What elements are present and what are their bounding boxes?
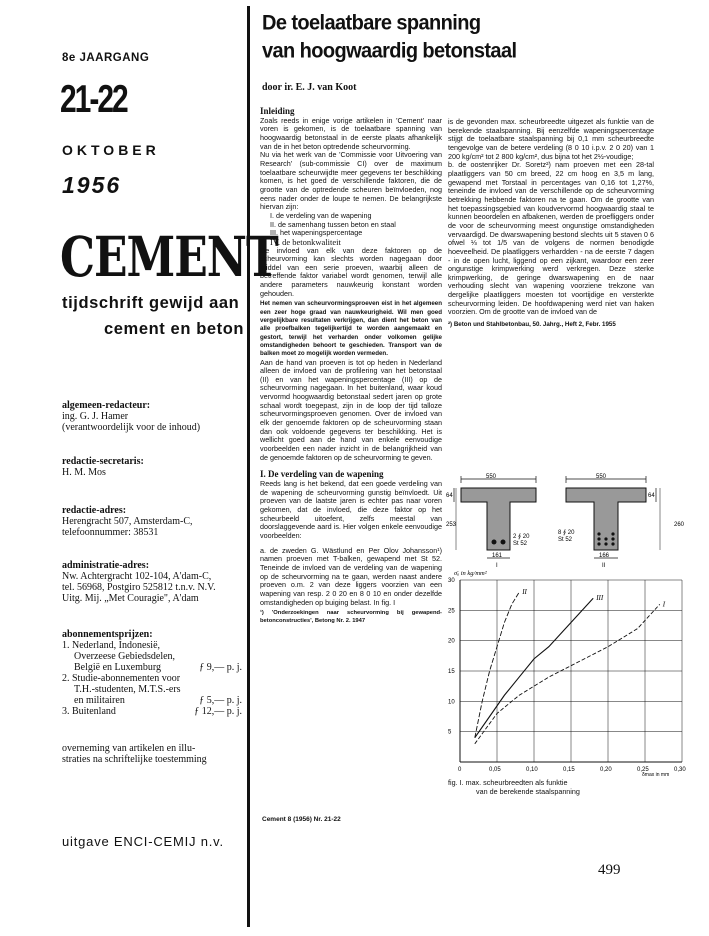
editor-note: (verantwoordelijk voor de inhoud) bbox=[62, 422, 201, 433]
crack-width-chart bbox=[446, 566, 694, 776]
admin-address-line3: Uitg. Mij. „Met Couragie", A'dam bbox=[62, 593, 199, 604]
col2-paragraph-2: b. de oostenrijker Dr. Soretz²) nam proeven met een 28-tal plaatliggers van 50 cm breed, 22 cm hoog en 3,5 m lang, gewapend met Torstaal in percentages van 0,16 tot 1,27%, teneinde de invloed van de verschillende op de scheurvorming betrekking hebbende faktoren na te gaan. Om de grootte van het toepassingsgebied van koudvervormd hoogwaardig staal te kunnen beoordelen en afbakenen, werden de proefliggers onder de voor de scheurvorming meest ongunstige omstandigheden vervaardigd. De dwarswapening bestond slechts uit 5 staven 0 6 ofwel ⅓ tot 1/5 van de volgens de normen benodigde hoeveelheid. De plaatliggers verhardden - na de eerste 7 dagen - in de open lucht, liggend op een zijkant, waardoor een zeer ongunstige krimpwerking werd verkregen. Deze sterke krimpwerking, de geringe dwarswapening en de naar verhouding slecht van wapening voorziene trekzone van dergelijke plaatliggers moesten tot voortijdige en versterkte scheurvorming leiden. De hoofdwapening werd niet van haken voorzien. Om de grootte van de invloed van de bbox=[448, 160, 654, 317]
subscription-3-price: ƒ 12,— p. j. bbox=[194, 706, 242, 717]
bars-left-1: 2 ∮ 20 bbox=[513, 534, 530, 540]
volume-label: 8e JAARGANG bbox=[62, 52, 150, 64]
issue-month: OKTOBER bbox=[62, 142, 160, 158]
factor-list-1: I. de verdeling van de wapening bbox=[270, 210, 372, 220]
article-column-2 bbox=[448, 118, 654, 329]
editor-name: ing. G. J. Hamer bbox=[62, 411, 129, 422]
top-width-left: 550 bbox=[486, 474, 497, 480]
col1-paragraph-3: De invloed van elk van deze faktoren op de scheurvorming kan slechts worden nagegaan door middel van een serie proeven, waarbij alleen de betreffende faktor variabel wordt genomen, terwijl alle andere parameters nauwkeurig konstant worden gehouden. bbox=[260, 245, 442, 298]
flange-right: 64 bbox=[648, 493, 655, 499]
col1-paragraph-2: Nu via het werk van de 'Commissie voor Uitvoering van Research' (sub-commissie CI) over de maximum toelaatbare scheurwijdte meer gegevens ter beschikking komen, is het goed de verschillende faktoren, die de grootte van de optredende scheuren beïnvloeden, nog eens nader onder de loupe te nemen. De belangrijkste hiervan zijn: bbox=[260, 150, 442, 212]
section-heading-intro: Inleiding bbox=[260, 106, 295, 116]
x-tick-label: 0,25 bbox=[637, 767, 649, 773]
x-tick-label: 0,10 bbox=[526, 767, 538, 773]
x-axis-label: δmax in mm bbox=[642, 772, 670, 776]
x-tick-label: 0,05 bbox=[489, 767, 501, 773]
reprint-notice-2: straties na schriftelijke toestemming bbox=[62, 754, 207, 765]
editor-label: algemeen-redacteur: bbox=[62, 400, 151, 411]
bars-right-1: 8 ∮ 20 bbox=[558, 530, 575, 536]
y-tick-label: 5 bbox=[448, 729, 452, 736]
flange-left: 64 bbox=[446, 493, 453, 499]
figure-caption-2: van de berekende staalspanning bbox=[476, 787, 580, 796]
x-tick-label: 0 bbox=[458, 767, 462, 773]
y-tick-label: 25 bbox=[448, 608, 455, 615]
article-column-1 bbox=[260, 105, 442, 625]
subscription-3 bbox=[62, 706, 242, 717]
colophon bbox=[62, 400, 242, 765]
t-beam-right bbox=[566, 476, 660, 558]
subscription-1c bbox=[62, 662, 242, 673]
article-title-line2: van hoogwaardig betonstaal bbox=[262, 39, 517, 63]
issue-year: 1956 bbox=[62, 172, 122, 198]
subscription-2c-price: ƒ 5,— p. j. bbox=[199, 695, 242, 706]
y-tick-label: 15 bbox=[448, 669, 455, 675]
admin-address-line2: tel. 56968, Postgiro 525812 t.n.v. N.V. bbox=[62, 582, 216, 593]
col2-paragraph-1: is de gevonden max. scheurbreedte uitgezet als funktie van de berekende staalspanning. Bij eenzelfde wapeningspercentage stijgt de toelaatbare staalspanning bij 0,1 mm scheurbreedte tengevolge van de betere verdeling (8 0 10 i.p.v. 2 0 20) van 1 200 kg/cm² tot 2 800 kg/cm², dus bijna tot het 2½-voudige; bbox=[448, 117, 654, 161]
secretary-label: redactie-secretaris: bbox=[62, 456, 144, 467]
editorial-address-line2: telefoonnummer: 38531 bbox=[62, 527, 159, 538]
factor-list-2: II. de samenhang tussen beton en staal bbox=[270, 219, 396, 229]
page-number: 499 bbox=[598, 862, 621, 878]
journal-subtitle-line1: tijdschrift gewijd aan bbox=[62, 294, 240, 312]
series-label-I: I bbox=[662, 600, 666, 609]
height-right: 260 bbox=[674, 522, 685, 528]
beam-label-left: I bbox=[496, 563, 498, 569]
web-left: 161 bbox=[492, 553, 503, 559]
col1-paragraph-5: Reeds lang is het bekend, dat een goede verdeling van de wapening de scheurvorming gunstig beïnvloedt. Uit proeven van de laatste jaren is echter pas naar voren gekomen, dat de invloed, die deze faktor op het scheurbeeld uitoefent, zelfs meestal van doorslaggevende aard is. Hier volgen enkele eenvoudige voorbeelden: bbox=[260, 479, 442, 540]
editorial-address-label: redactie-adres: bbox=[62, 505, 127, 516]
admin-address-label: administratie-adres: bbox=[62, 560, 150, 571]
article-author: door ir. E. J. van Koot bbox=[262, 82, 357, 93]
secretary-name: H. M. Mos bbox=[62, 467, 106, 478]
subscription-1c-label: België en Luxemburg bbox=[74, 662, 162, 673]
web-right: 166 bbox=[599, 553, 610, 559]
subscription-2c bbox=[62, 695, 242, 706]
beam-label-right: II bbox=[602, 563, 606, 569]
subscription-1: 1. Nederland, Indonesië, bbox=[62, 640, 161, 651]
column-divider bbox=[247, 6, 250, 927]
col1-paragraph-4: Aan de hand van proeven is tot op heden in Nederland alleen de invloed van de profilering van het betonstaal (II) en van het wapeningspercentage (III) op de scheurvorming nagegaan. In het buitenland, waar koud vervormd hoogwaardig betonstaal sedert jaren op grote schaal wordt toegepast, zijn in de loop der tijd talloze scheurvormingsproeven genomen. Over de invloed van elk der genoemde faktoren op de scheurvorming staan dan ook voldoende gegevens ter beschikking. Het is wellicht goed aan de hand van enkele eenvoudige voorbeelden een nader inzicht in de belangrijkheid van de genoemde faktoren op de scheurvorming te geven. bbox=[260, 357, 442, 462]
subscription-2: 2. Studie-abonnementen voor bbox=[62, 673, 181, 684]
y-axis-label: σ̄ₐ in kg/mm² bbox=[454, 570, 487, 577]
issue-number: 21-22 bbox=[60, 78, 127, 121]
figure-caption-1: fig. I. max. scheurbreedten als funktie bbox=[448, 778, 568, 787]
journal-subtitle-line2: cement en beton bbox=[104, 320, 245, 338]
beam-cross-sections bbox=[446, 470, 694, 570]
col1-paragraph-1: Zoals reeds in enige vorige artikelen in 'Cement' naar voren is gekomen, is de toelaatbare spanning van hoogwaardig betonstaal in de eerste plaats afhankelijk van de in het beton optredende scheurvorming. bbox=[260, 115, 442, 151]
top-width-right: 550 bbox=[596, 474, 607, 480]
subscription-1c-price: ƒ 9,— p. j. bbox=[199, 662, 242, 673]
col1-paragraph-6: a. de zweden G. Wästlund en Per Olov Johansson¹) namen proeven met T-balken, gewapend met St 52. Teneinde de invloed van de verdeling van de wapening op de scheurvorming na te gaan, werden naast andere proeven o.m. 2 van deze liggers voorzien van een wapening van resp. 2 0 20 en 8 0 10 en onder dezelfde omstandigheden op buiging belast. In fig. I bbox=[260, 545, 442, 607]
section-heading-distribution: I. De verdeling van de wapening bbox=[260, 469, 384, 480]
col1-bold-paragraph: Het nemen van scheurvormingsproeven eist in het algemeen een zeer hoge graad van nauwkeurigheid. Wil men goed vergelijkbare resultaten verkrijgen, dan dient het beton van alle proefbalken tegelijkertijd te worden aangemaakt en gestort, terwijl het verharden onder volkomen gelijke omstandigheden behoort te geschieden. Transport van de balken moet zo mogelijk worden vermeden. bbox=[260, 300, 442, 358]
y-tick-label: 30 bbox=[448, 578, 455, 584]
y-tick-label: 10 bbox=[448, 699, 455, 706]
journal-title: CEMENT bbox=[60, 226, 278, 290]
series-line-I bbox=[475, 604, 660, 744]
publisher: uitgave ENCI-CEMIJ n.v. bbox=[62, 834, 224, 849]
footnote-1: ¹) 'Onderzoekingen naar scheurvorming bij gewapend-betonconstructies', Betong Nr. 2. 1947 bbox=[260, 610, 442, 625]
series-label-II: II bbox=[522, 588, 527, 597]
subscription-2c-label: en militairen bbox=[74, 695, 125, 706]
subscription-1b: Overzeese Gebiedsdelen, bbox=[74, 651, 176, 662]
factor-list-3: III. het wapeningspercentage bbox=[270, 228, 363, 238]
subscription-label: abonnementsprijzen: bbox=[62, 629, 153, 640]
y-tick-label: 20 bbox=[448, 638, 455, 645]
factor-list-4: IV. de betonkwaliteit bbox=[270, 236, 341, 247]
subscription-2b: T.H.-studenten, M.T.S.-ers bbox=[74, 684, 181, 695]
x-tick-label: 0,15 bbox=[563, 767, 575, 773]
footer-reference: Cement 8 (1956) Nr. 21-22 bbox=[262, 816, 341, 823]
article-title-line1: De toelaatbare spanning bbox=[262, 11, 481, 35]
bars-right-2: St 52 bbox=[558, 537, 573, 543]
editorial-address-line1: Herengracht 507, Amsterdam-C, bbox=[62, 516, 193, 527]
subscription-3-label: 3. Buitenland bbox=[62, 706, 116, 717]
x-tick-label: 0,30 bbox=[674, 767, 686, 773]
series-label-III: III bbox=[596, 594, 604, 603]
bars-left-2: St 52 bbox=[513, 541, 528, 547]
admin-address-line1: Nw. Achtergracht 102-104, A'dam-C, bbox=[62, 571, 212, 582]
footnote-2: ²) Beton und Stahlbetonbau, 50. Jahrg., Heft 2, Febr. 1955 bbox=[448, 321, 616, 329]
height-left: 253 bbox=[446, 522, 457, 528]
x-tick-label: 0,20 bbox=[600, 767, 612, 773]
reprint-notice-1: overneming van artikelen en illu- bbox=[62, 743, 196, 754]
